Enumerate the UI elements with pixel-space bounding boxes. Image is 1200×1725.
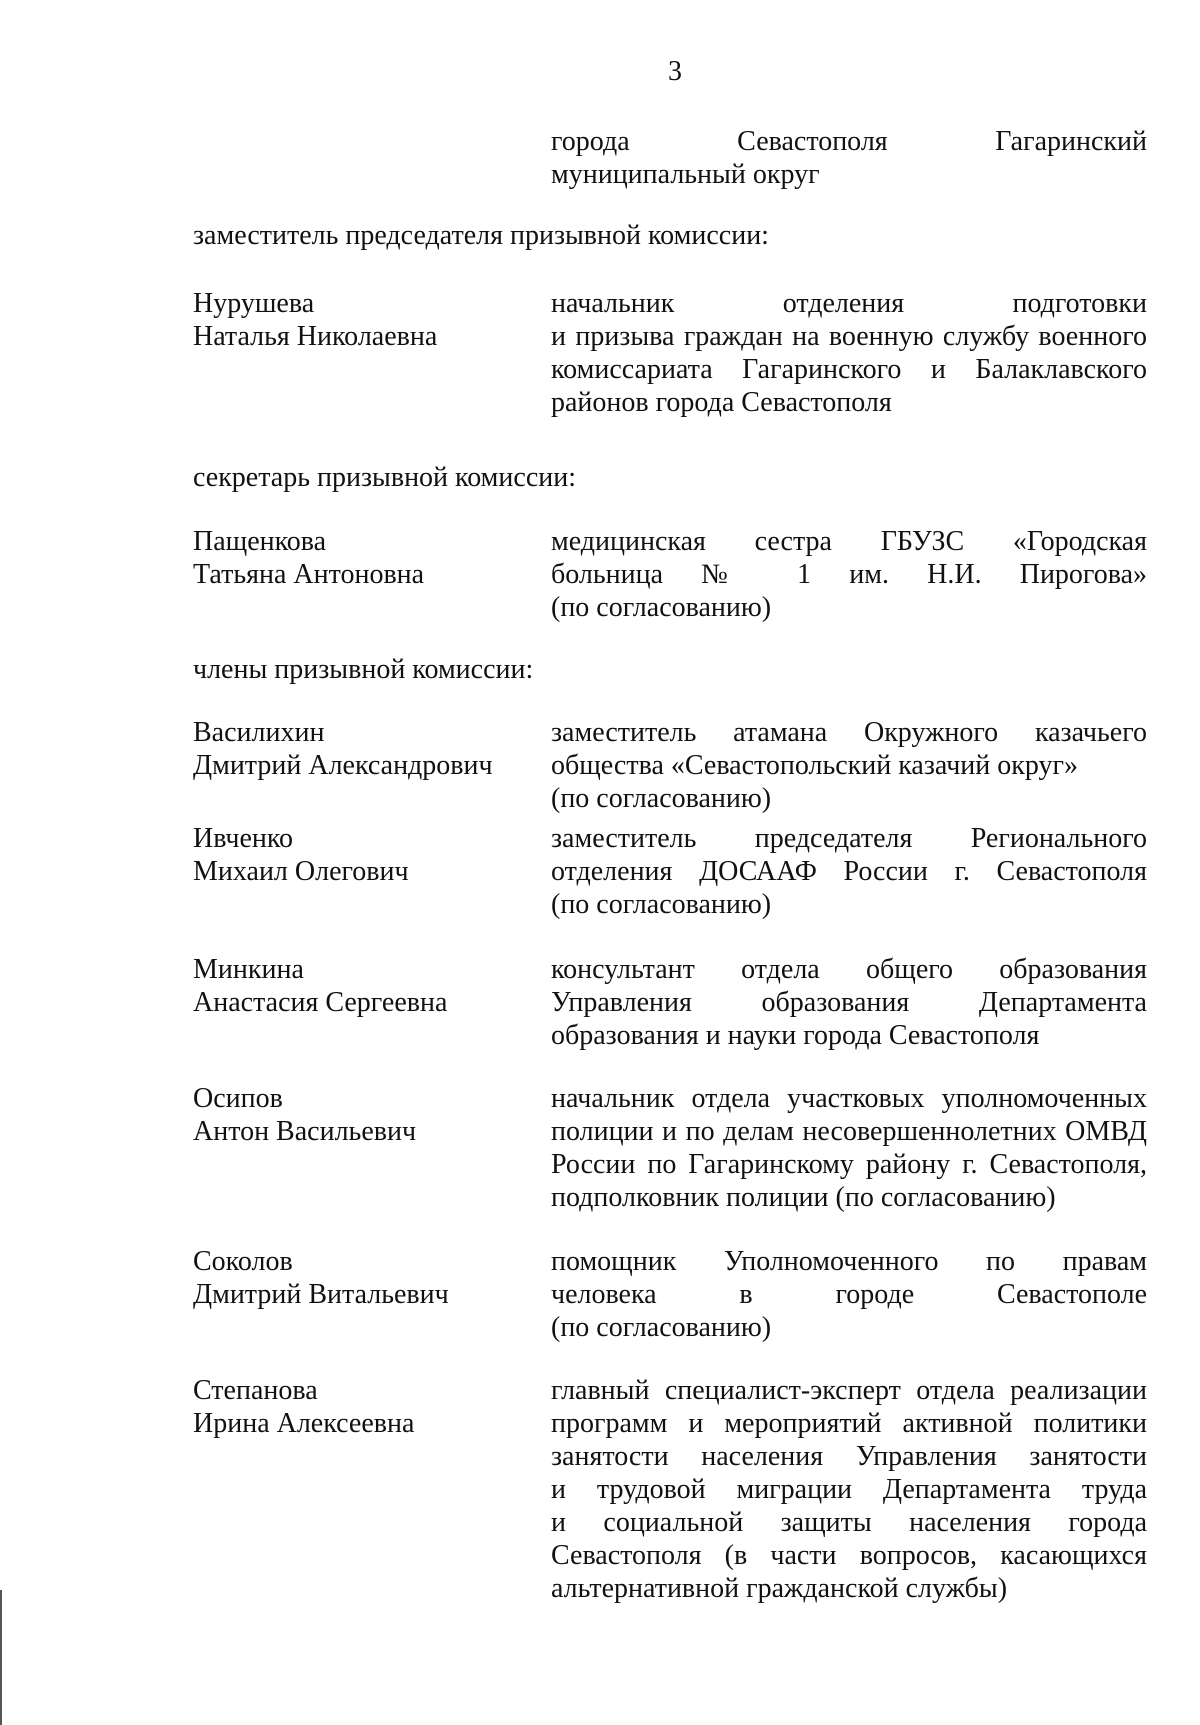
text-line: больница № 1 им. Н.И. Пирогова»: [551, 559, 1147, 590]
secretary-heading: секретарь призывной комиссии:: [193, 462, 576, 493]
scan-edge-mark: [0, 1590, 2, 1725]
text-line: подполковник полиции (по согласованию): [551, 1182, 1056, 1213]
text-line: Севастополя (в части вопросов, касающихся: [551, 1540, 1147, 1571]
text-line: (по согласованию): [551, 1312, 772, 1343]
member-position: [551, 525, 1147, 624]
members-heading: члены призывной комиссии:: [193, 654, 534, 685]
member-surname: Пащенкова: [193, 526, 327, 557]
member-surname: Степанова: [193, 1375, 318, 1406]
text-line: города Севастополя Гагаринский: [551, 126, 1147, 157]
member-position: [551, 1082, 1147, 1214]
text-line: общества «Севастопольский казачий округ»: [551, 750, 1078, 781]
text-line: образования и науки города Севастополя: [551, 1020, 1040, 1051]
text-line: занятости населения Управления занятости: [551, 1441, 1147, 1472]
member-position: [551, 287, 1147, 419]
deputy-heading: заместитель председателя призывной комиссии:: [193, 220, 769, 251]
member-given-name: Татьяна Антоновна: [193, 559, 425, 590]
member-name: [193, 1374, 414, 1440]
member-position: [551, 953, 1147, 1052]
member-given-name: Дмитрий Александрович: [193, 750, 493, 781]
text-line: и призыва граждан на военную службу военного: [551, 321, 1147, 352]
text-line: Управления образования Департамента: [551, 987, 1147, 1018]
member-name: [193, 822, 409, 888]
text-line: альтернативной гражданской службы): [551, 1573, 1008, 1604]
text-line: помощник Уполномоченного по правам: [551, 1246, 1147, 1277]
member-surname: Соколов: [193, 1246, 293, 1277]
member-position: [551, 716, 1147, 815]
member-surname: Нурушева: [193, 288, 315, 319]
member-surname: Минкина: [193, 954, 304, 985]
text-line: начальник отделения подготовки: [551, 288, 1147, 319]
text-line: заместитель председателя Регионального: [551, 823, 1147, 854]
member-name: [193, 716, 493, 782]
member-surname: Ивченко: [193, 823, 294, 854]
member-given-name: Ирина Алексеевна: [193, 1408, 415, 1439]
text-line: (по согласованию): [551, 783, 772, 814]
member-name: [193, 525, 424, 591]
page-number: 3: [668, 56, 682, 87]
text-line: медицинская сестра ГБУЗС «Городская: [551, 526, 1147, 557]
text-line: полиции и по делам несовершеннолетних ОМВД: [551, 1116, 1147, 1147]
text-line: программ и мероприятий активной политики: [551, 1408, 1147, 1439]
text-line: России по Гагаринскому району г. Севастополя,: [551, 1149, 1147, 1180]
text-line: отделения ДОСААФ России г. Севастополя: [551, 856, 1147, 887]
member-name: [193, 1245, 449, 1311]
member-given-name: Дмитрий Витальевич: [193, 1279, 449, 1310]
text-line: заместитель атамана Окружного казачьего: [551, 717, 1147, 748]
member-name: [193, 1082, 416, 1148]
text-line: (по согласованию): [551, 592, 772, 623]
text-line: человека в городе Севастополе: [551, 1279, 1147, 1310]
text-line: муниципальный округ: [551, 159, 820, 190]
member-given-name: Наталья Николаевна: [193, 321, 438, 352]
text-line: начальник отдела участковых уполномоченных: [551, 1083, 1147, 1114]
text-line: и социальной защиты населения города: [551, 1507, 1147, 1538]
text-line: консультант отдела общего образования: [551, 954, 1147, 985]
member-position: [551, 1245, 1147, 1344]
member-given-name: Антон Васильевич: [193, 1116, 417, 1147]
member-name: [193, 287, 437, 353]
member-name: [193, 953, 447, 1019]
top-continuation-text: [551, 125, 1147, 191]
text-line: районов города Севастополя: [551, 387, 892, 418]
text-line: и трудовой миграции Департамента труда: [551, 1474, 1147, 1505]
member-given-name: Михаил Олегович: [193, 856, 409, 887]
text-line: (по согласованию): [551, 889, 772, 920]
member-given-name: Анастасия Сергеевна: [193, 987, 448, 1018]
member-surname: Василихин: [193, 717, 325, 748]
text-line: комиссариата Гагаринского и Балаклавского: [551, 354, 1147, 385]
member-surname: Осипов: [193, 1083, 283, 1114]
text-line: главный специалист-эксперт отдела реализации: [551, 1375, 1147, 1406]
member-position: [551, 822, 1147, 921]
member-position: [551, 1374, 1147, 1605]
